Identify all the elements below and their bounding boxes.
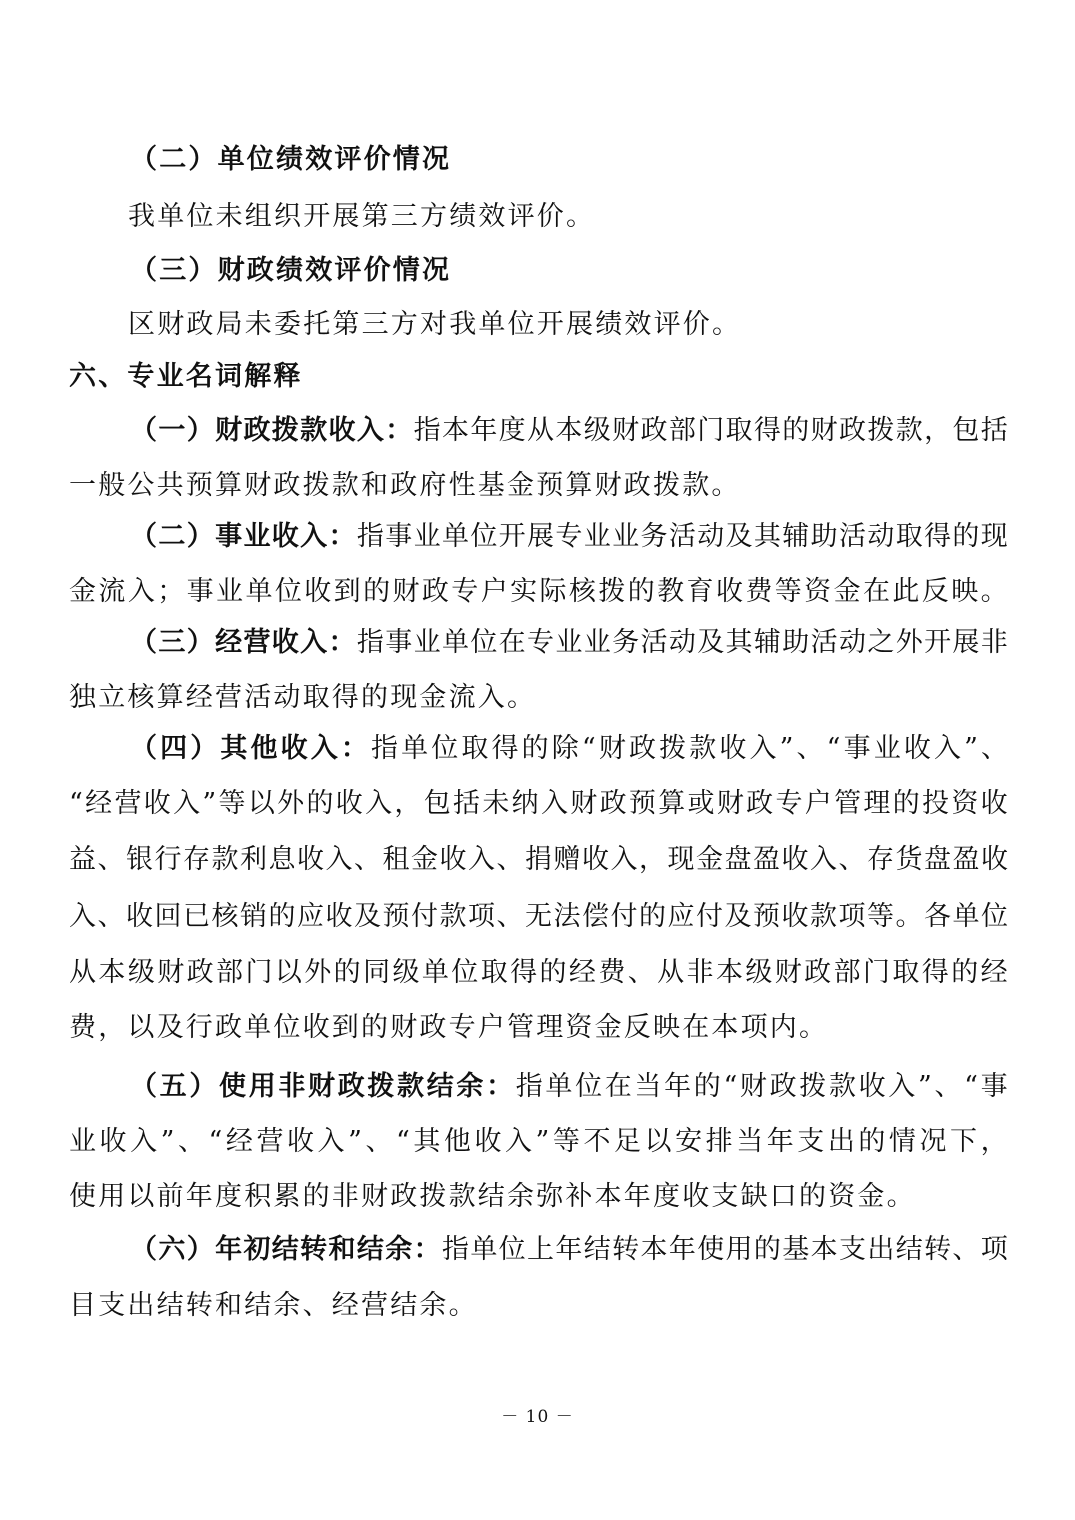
term5-line: 业 收 入 ” 、 “ 经 营 收 入 ” 、 “ 其 他 收 入 ” 等 不 足 以 安 排 当 年 支 出 的 情 况 下 ， (69, 1126, 1008, 1157)
term-definition: 使用以前年度积累的非财政拨款结余弥补本年度收支缺口的资金。 (69, 1181, 916, 1212)
term4-line: （ 四 ） 其 他 收 入 ： 指 单 位 取 得 的 除 “ 财 政 拨 款 收 入 ” 、 “ 事 业 收 入 ” 、 (130, 733, 1008, 764)
page-number: － 10 － (501, 1407, 574, 1427)
term6-line (69, 1290, 478, 1322)
term-definition: 一般公共预算财政拨款和政府性基金预算财政拨款。 (69, 470, 741, 501)
bold-heading: （三）财政绩效评价情况 (130, 255, 452, 286)
term-definition: 目支出结转和结余、经营结余。 (69, 1290, 478, 1321)
term6-line: （ 六 ） 年 初 结 转 和 结 余 ： 指 单 位 上 年 结 转 本 年 使 用 的 基 本 支 出 结 转 、 项 (130, 1234, 1008, 1265)
term5-line (69, 1181, 916, 1213)
term5-line: （ 五 ） 使 用 非 财 政 拨 款 结 余 ： 指 单 位 在 当 年 的 “ 财 政 拨 款 收 入 ” 、 “ 事 (130, 1071, 1008, 1102)
term4-line: 从 本 级 财 政 部 门 以 外 的 同 级 单 位 取 得 的 经 费 、 从 非 本 级 财 政 部 门 取 得 的 经 (69, 957, 1008, 988)
bold-heading: （二）单位绩效评价情况 (130, 144, 452, 175)
term4-line: 益 、 银 行 存 款 利 息 收 入 、 租 金 收 入 、 捐 赠 收 入 ， 现 金 盘 盈 收 入 、 存 货 盘 盈 收 (69, 844, 1008, 875)
paragraph-fiscal-evaluation (128, 309, 741, 341)
term4-line: “ 经 营 收 入 ” 等 以 外 的 收 入 ， 包 括 未 纳 入 财 政 预 算 或 财 政 专 户 管 理 的 投 资 收 (69, 788, 1008, 819)
term4-line: 入 、 收 回 已 核 销 的 应 收 及 预 付 款 项 、 无 法 偿 付 的 应 付 及 预 收 款 项 等 。 各 单 位 (69, 901, 1008, 932)
body-text: 区财政局未委托第三方对我单位开展绩效评价。 (128, 309, 742, 340)
chapter-heading-terms (69, 361, 303, 393)
term-definition: 费，以及行政单位收到的财政专户管理资金反映在本项内。 (69, 1012, 829, 1043)
paragraph-unit-evaluation (128, 201, 595, 233)
term-definition: 独立核算经营活动取得的现金流入。 (69, 682, 537, 713)
term3-line: （ 三 ） 经 营 收 入 ： 指 事 业 单 位 在 专 业 业 务 活 动 及 其 辅 助 活 动 之 外 开 展 非 (130, 627, 1008, 658)
term1-line (69, 470, 741, 502)
section-heading-fiscal-evaluation (130, 255, 451, 287)
bold-heading: 六、专业名词解释 (69, 361, 303, 392)
term3-line (69, 682, 536, 714)
term2-line: （ 二 ） 事 业 收 入 ： 指 事 业 单 位 开 展 专 业 业 务 活 动 及 其 辅 助 活 动 取 得 的 现 (130, 521, 1008, 552)
term2-line: 金 流 入 ； 事 业 单 位 收 到 的 财 政 专 户 实 际 核 拨 的 教 育 收 费 等 资 金 在 此 反 映 。 (69, 576, 1008, 607)
term4-line (69, 1012, 828, 1044)
section-heading-unit-evaluation (130, 144, 451, 176)
term1-line: （ 一 ） 财 政 拨 款 收 入 ： 指 本 年 度 从 本 级 财 政 部 门 取 得 的 财 政 拨 款 ， 包 括 (130, 415, 1008, 446)
body-text: 我单位未组织开展第三方绩效评价。 (128, 201, 596, 232)
